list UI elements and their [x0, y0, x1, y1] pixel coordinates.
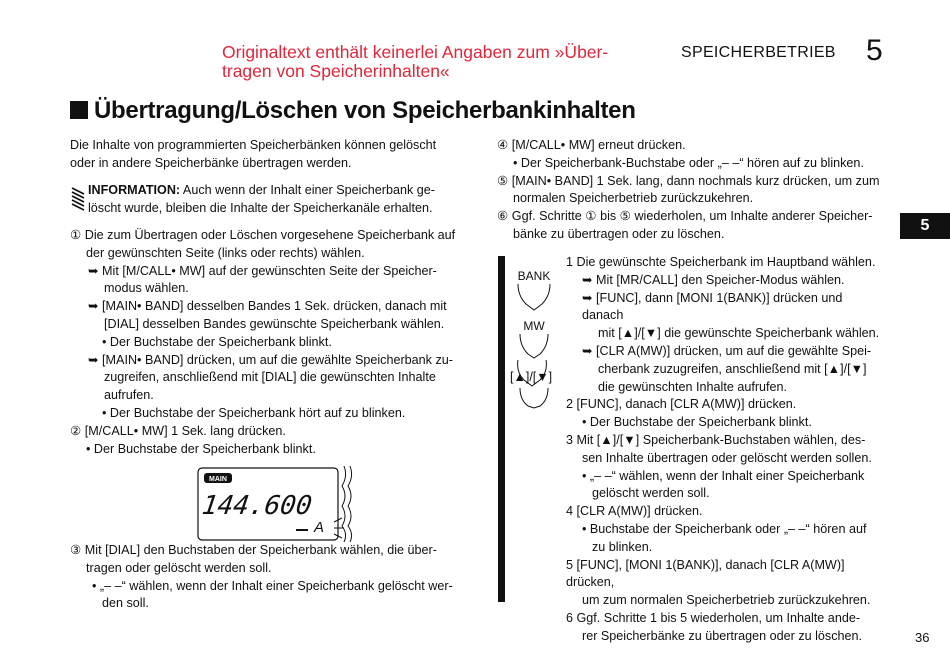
information-text: Auch wenn der Inhalt einer Speicherbank ge- [180, 183, 435, 197]
intro-line: Die Inhalte von programmierten Speicherbänken können gelöscht [70, 138, 437, 152]
step-line: rer Speicherbänke zu übertragen oder zu löschen. [582, 628, 863, 643]
step-line: aufrufen. [104, 388, 154, 403]
section-title: SPEICHERBETRIEB [681, 44, 836, 61]
right-steps [497, 137, 885, 244]
step-line: modus wählen. [104, 281, 189, 296]
step-line: ④ [M/CALL• MW] erneut drücken. [497, 138, 686, 152]
step-line: mit [▲]/[▼] die gewünschte Speicherbank wählen. [598, 326, 880, 341]
left-steps [70, 227, 458, 458]
information-icon [70, 186, 86, 212]
step-line: 5 [FUNC], [MONI 1(BANK)], danach [CLR A(MW)] drücken, [566, 557, 845, 590]
page-title-text: Übertragung/Löschen von Speicherbankinhalten [94, 97, 636, 124]
step-line: ➥ Mit [MR/CALL] den Speicher-Modus wählen. [582, 272, 845, 287]
step-line: • „– –“ wählen, wenn der Inhalt einer Speicherbank gelöscht wer- [92, 578, 453, 593]
lcd-display-illustration [196, 464, 361, 544]
translator-note [222, 43, 662, 81]
step-line: ① Die zum Übertragen oder Löschen vorgesehene Speicherbank auf [70, 228, 456, 242]
step-line: • Der Buchstabe der Speicherbank blinkt. [102, 334, 332, 349]
step-line: zugreifen, anschließend mit [DIAL] die gewünschten Inhalte [104, 370, 436, 385]
intro-line: oder in andere Speicherbänke übertragen werden. [70, 155, 352, 170]
step-line: ➥ [MAIN• BAND] desselben Bandes 1 Sek. drücken, danach mit [88, 299, 447, 314]
lcd-bank-letter: A [314, 519, 325, 536]
step-line: • Buchstabe der Speicherbank oder „– –“ hören auf [582, 521, 867, 536]
title-bullet-icon [70, 101, 88, 119]
chapter-number: 5 [866, 34, 883, 67]
step-line: cherbank zuzugreifen, anschließend mit [▲]/[▼] [598, 361, 867, 376]
step-line: der gewünschten Seite (links oder rechts) wählen. [86, 245, 365, 260]
step-line: bänke zu übertragen oder zu löschen. [513, 226, 725, 241]
step-line: 3 Mit [▲]/[▼] Speicherbank-Buchstaben wählen, des- [566, 432, 866, 447]
chapter-tab: 5 [900, 213, 950, 239]
step-line: 4 [CLR A(MW)] drücken. [566, 504, 703, 519]
intro-paragraph [70, 137, 458, 173]
step-line: ➥ [FUNC], dann [MONI 1(BANK)] drücken und danach [582, 290, 843, 323]
step-line: ⑥ Ggf. Schritte ① bis ⑤ wiederholen, um Inhalte anderer Speicher- [497, 209, 873, 224]
lcd-frequency: 144.600 [199, 491, 314, 521]
step-line: 2 [FUNC], danach [CLR A(MW)] drücken. [566, 397, 797, 412]
step-line: • Der Buchstabe der Speicherbank hört auf zu blinken. [102, 405, 406, 420]
bank-key-label: BANK [517, 269, 551, 283]
step-line: den soll. [102, 596, 149, 611]
step-line: • Der Speicherbank-Buchstabe oder „– –“ hören auf zu blinken. [513, 155, 864, 170]
lcd-main-label: MAIN [209, 476, 227, 483]
step-line: normalen Speicherbetrieb zurückzukehren. [513, 191, 754, 206]
step-line: ③ Mit [DIAL] den Buchstaben der Speicherbank wählen, die über- [70, 543, 437, 557]
step-line: • Der Buchstabe der Speicherbank blinkt. [86, 441, 316, 456]
step-line: um zum normalen Speicherbetrieb zurückzukehren. [582, 593, 871, 608]
step-line: gelöscht werden soll. [592, 486, 710, 501]
page-number: 36 [915, 630, 930, 645]
step-line: sen Inhalte übertragen oder gelöscht werden sollen. [582, 450, 872, 465]
note-line-2: tragen von Speicherinhalten« [222, 61, 450, 81]
step-line: • „– –“ wählen, wenn der Inhalt einer Speicherbank [582, 468, 865, 483]
step-line: die gewünschten Inhalte aufrufen. [598, 379, 788, 394]
step-line: • Der Buchstabe der Speicherbank blinkt. [582, 415, 812, 430]
step-line: ➥ Mit [M/CALL• MW] auf der gewünschten Seite der Speicher- [88, 263, 437, 278]
step-line: ➥ [MAIN• BAND] drücken, um auf die gewählte Speicherbank zu- [88, 352, 453, 367]
step-line: 1 Die gewünschte Speicherbank im Hauptband wählen. [566, 255, 876, 269]
step-line: ② [M/CALL• MW] 1 Sek. lang drücken. [70, 423, 286, 438]
step-line: 6 Ggf. Schritte 1 bis 5 wiederholen, um Inhalte ande- [566, 610, 861, 625]
information-block [88, 182, 458, 218]
right-sub-steps [566, 254, 886, 646]
key-illustrations [506, 260, 566, 410]
step-line: tragen oder gelöscht werden soll. [86, 560, 272, 575]
arrow-keys-label: [▲]/[▼] [510, 370, 553, 384]
step-line: [DIAL] desselben Bandes gewünschte Speicherbank wählen. [104, 316, 445, 331]
step-line: zu blinken. [592, 539, 653, 554]
page-title [70, 97, 636, 125]
left-steps-bottom [70, 542, 458, 613]
version-sidebar [498, 256, 505, 602]
mw-key-label: MW [523, 319, 545, 333]
note-line-1: Originaltext enthält keinerlei Angaben zum »Über- [222, 42, 609, 62]
step-line: ➥ [CLR A(MW)] drücken, um auf die gewählte Spei- [582, 343, 872, 358]
step-line: ⑤ [MAIN• BAND] 1 Sek. lang, dann nochmals kurz drücken, um zum [497, 173, 880, 188]
information-label: INFORMATION: [88, 183, 181, 197]
information-text: löscht wurde, bleiben die Inhalte der Speicherkanäle erhalten. [88, 200, 433, 215]
